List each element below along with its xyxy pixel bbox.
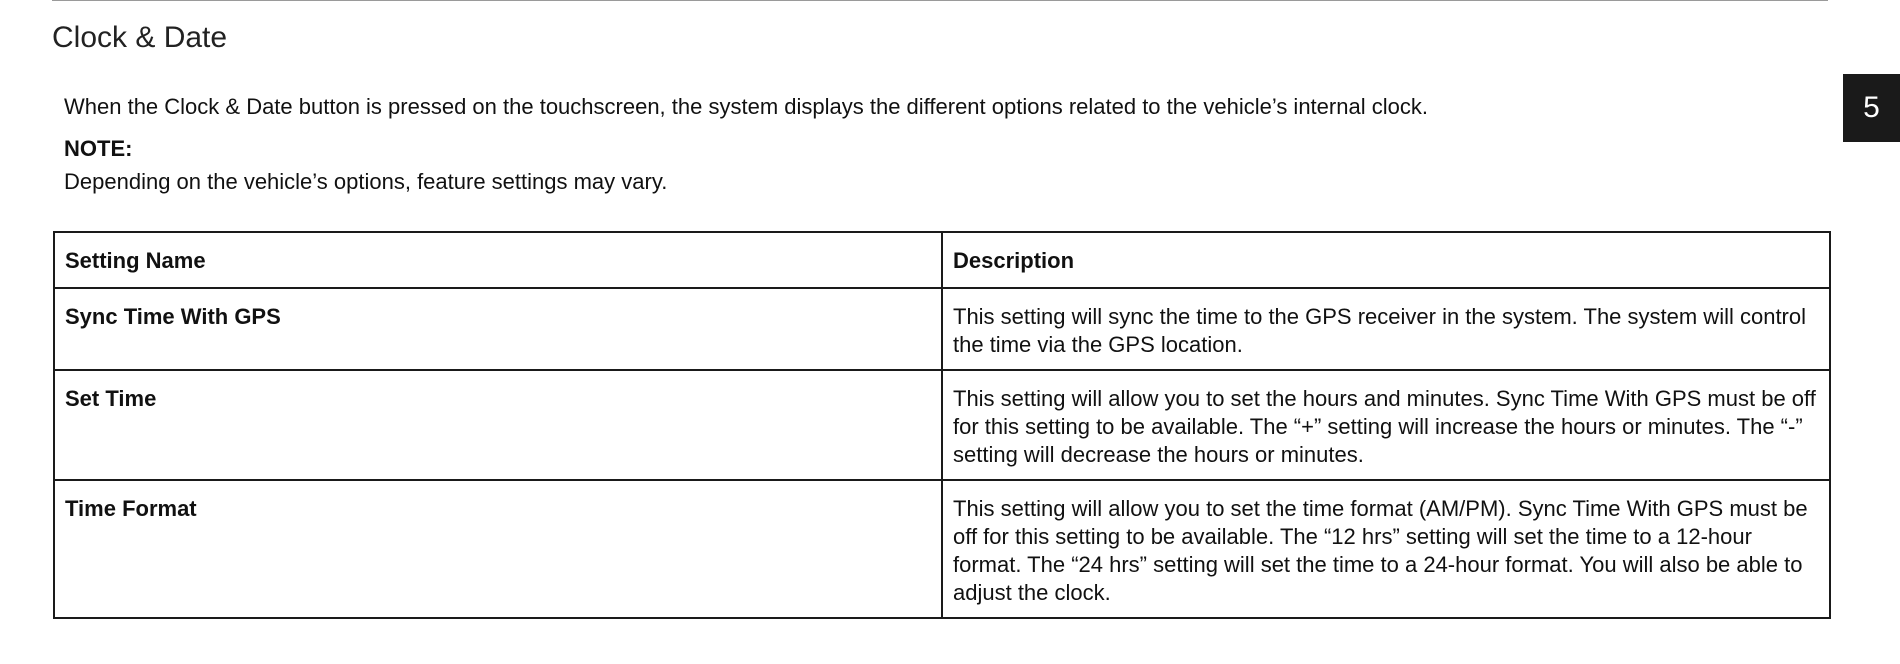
chapter-tab: 5 [1843, 74, 1900, 142]
setting-name-cell: Sync Time With GPS [54, 288, 942, 370]
header-setting-name: Setting Name [54, 232, 942, 288]
note-text: Depending on the vehicle’s options, feature settings may vary. [64, 169, 668, 194]
top-divider [52, 0, 1828, 1]
setting-description-cell: This setting will allow you to set the hours and minutes. Sync Time With GPS must be off for this setting to be available. The “+” setting will increase the hours or minutes. The “-” setting will decrease the hours or minutes. [942, 370, 1830, 480]
settings-table [53, 231, 1831, 619]
table-row [54, 480, 1830, 618]
setting-description-cell: This setting will allow you to set the time format (AM/PM). Sync Time With GPS must be off for this setting to be available. The “12 hrs” setting will set the time to a 12-hour format. The “24 hrs” setting will set the time to a 24-hour format. You will also be able to adjust the clock. [942, 480, 1830, 618]
setting-name-cell: Time Format [54, 480, 942, 618]
header-description: Description [942, 232, 1830, 288]
setting-name-cell: Set Time [54, 370, 942, 480]
table-row [54, 370, 1830, 480]
intro-paragraph: When the Clock & Date button is pressed on the touchscreen, the system displays the different options related to the vehicle’s internal clock. [64, 94, 1428, 119]
table-header-row [54, 232, 1830, 288]
section-title: Clock & Date [52, 21, 228, 54]
table-row [54, 288, 1830, 370]
note-label: NOTE: [64, 136, 133, 161]
setting-description-cell: This setting will sync the time to the GPS receiver in the system. The system will control the time via the GPS location. [942, 288, 1830, 370]
